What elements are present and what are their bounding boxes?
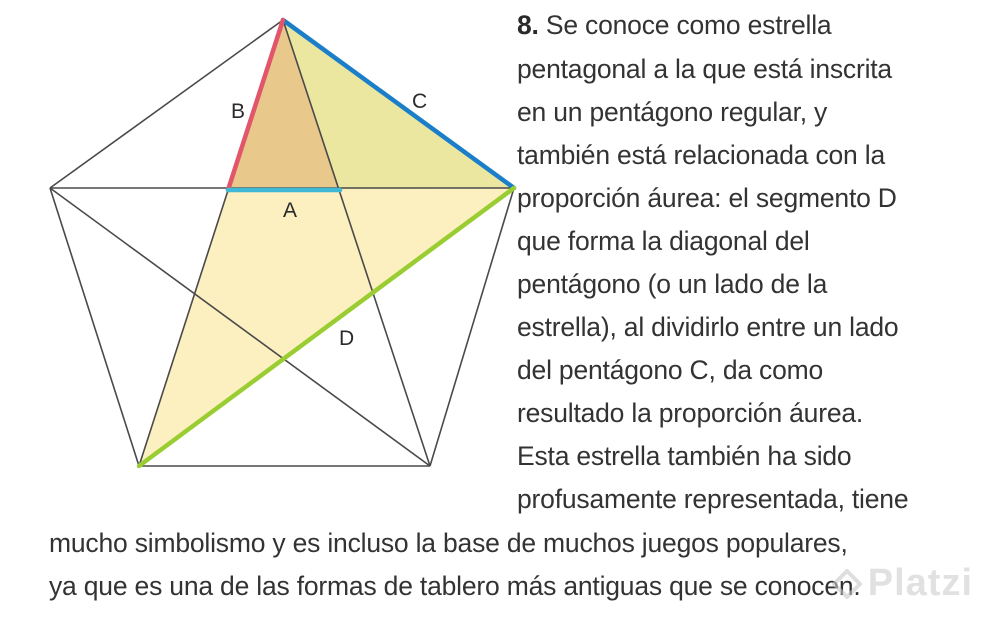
text-line-5: proporción áurea: el segmento D [517, 183, 897, 213]
text-line-7: pentágono (o un lado de la [517, 269, 828, 299]
label-b: B [231, 100, 246, 123]
text-line-14: ya que es una de las formas de tablero más antiguas que se conocen. [49, 571, 861, 601]
text-line-13: mucho simbolismo y es incluso la base de muchos juegos populares, [49, 528, 848, 558]
text-line-6: que forma la diagonal del [517, 226, 810, 256]
item-number: 8. [517, 10, 539, 40]
label-c: C [412, 90, 428, 113]
text-line-12: profusamente representada, tiene [517, 484, 909, 514]
text-line-3: en un pentágono regular, y [517, 97, 828, 127]
text-line-1-content: Se conoce como estrella [538, 10, 832, 40]
text-line-1 [517, 4, 831, 47]
text-line-2: pentagonal a la que está inscrita [517, 54, 892, 84]
platzi-logo-icon [832, 569, 862, 599]
text-line-10: resultado la proporción áurea. [517, 398, 864, 428]
text-line-4: también está relacionada con la [517, 140, 885, 170]
label-a: A [283, 199, 298, 222]
text-line-11: Esta estrella también ha sido [517, 441, 852, 471]
watermark-brand: Platzi [867, 562, 973, 604]
platzi-watermark [832, 562, 973, 605]
text-line-8: estrella), al dividirlo entre un lado [517, 312, 899, 342]
label-d: D [339, 327, 355, 350]
text-line-9: del pentágono C, da como [517, 355, 824, 385]
